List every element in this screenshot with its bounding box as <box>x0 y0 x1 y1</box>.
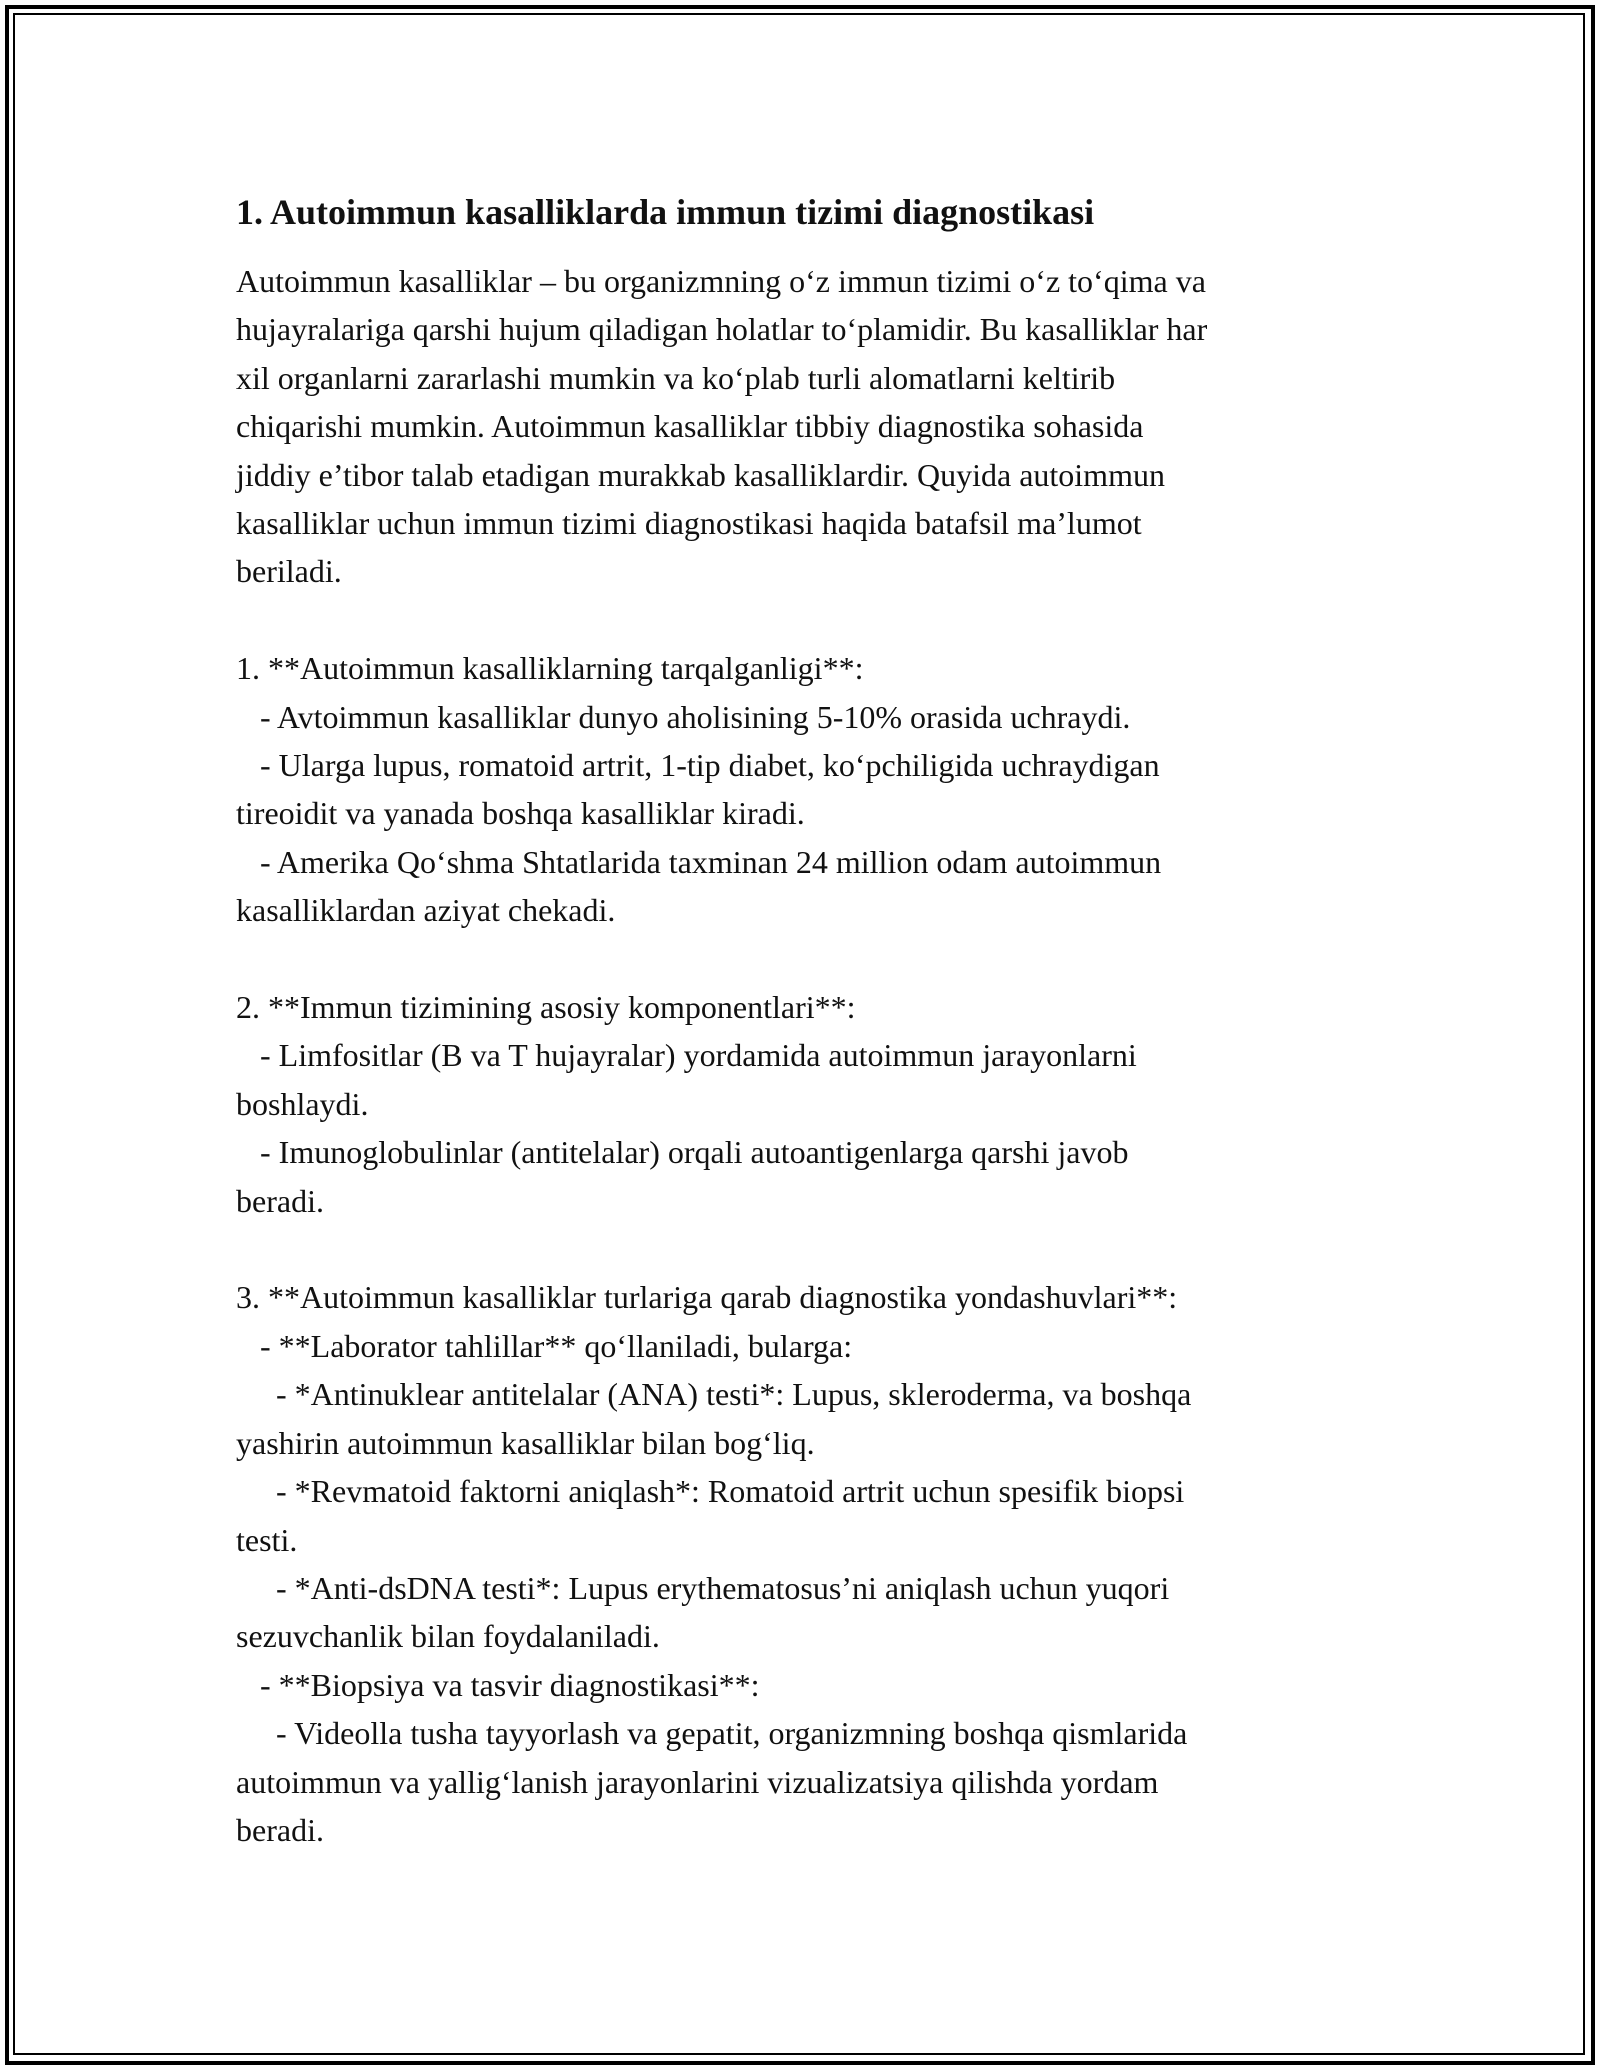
text-line: beradi. <box>236 1182 324 1219</box>
document-title: 1. Autoimmun kasalliklarda immun tizimi diagnostikasi <box>236 192 1095 232</box>
intro-line: kasalliklar uchun immun tizimi diagnostikasi haqida batafsil ma’lumot <box>236 505 1142 542</box>
intro-line: xil organlarni zararlashi mumkin va ko‘plab turli alomatlarni keltirib <box>236 359 1116 396</box>
paragraph-gap <box>236 1225 1366 1273</box>
document-text <box>236 257 1366 1854</box>
text-line: - **Biopsiya va tasvir diagnostikasi**: <box>236 1666 760 1703</box>
document-body <box>236 187 1366 1854</box>
paragraph-gap <box>236 935 1366 983</box>
intro-line: hujayralariga qarshi hujum qiladigan holatlar to‘plamidir. Bu kasalliklar har <box>236 311 1208 348</box>
text-line: - Imunoglobulinlar (antitelalar) orqali autoantigenlarga qarshi javob <box>236 1134 1129 1171</box>
text-line: - Avtoimmun kasalliklar dunyo aholisining 5-10% orasida uchraydi. <box>236 698 1131 735</box>
text-line: kasalliklardan aziyat chekadi. <box>236 892 616 929</box>
intro-line: jiddiy e’tibor talab etadigan murakkab kasalliklardir. Quyida autoimmun <box>236 456 1165 493</box>
text-line: boshlaydi. <box>236 1085 369 1122</box>
text-line: - Videolla tusha tayyorlash va gepatit, organizmning boshqa qismlarida <box>236 1715 1188 1752</box>
intro-line: beriladi. <box>236 553 342 590</box>
text-line: autoimmun va yallig‘lanish jarayonlarini vizualizatsiya qilishda yordam <box>236 1763 1159 1800</box>
paragraph-gap <box>236 596 1366 644</box>
intro-line: Autoimmun kasalliklar – bu organizmning o‘z immun tizimi o‘z to‘qima va <box>236 263 1206 299</box>
text-line: - *Revmatoid faktorni aniqlash*: Romatoid artrit uchun spesifik biopsi <box>236 1473 1185 1510</box>
text-line: 3. **Autoimmun kasalliklar turlariga qarab diagnostika yondashuvlari**: <box>236 1279 1178 1316</box>
text-line: testi. <box>236 1521 298 1558</box>
intro-paragraph <box>236 257 1366 596</box>
text-line: - Limfositlar (B va T hujayralar) yordamida autoimmun jarayonlarni <box>236 1037 1137 1074</box>
text-line: yashirin autoimmun kasalliklar bilan bog‘liq. <box>236 1424 815 1461</box>
text-line: - **Laborator tahlillar** qo‘llaniladi, bularga: <box>236 1327 853 1364</box>
intro-line: chiqarishi mumkin. Autoimmun kasalliklar tibbiy diagnostika sohasida <box>236 408 1144 445</box>
text-line: tireoidit va yanada boshqa kasalliklar kiradi. <box>236 795 805 832</box>
text-line: beradi. <box>236 1811 324 1848</box>
text-line: 2. **Immun tizimining asosiy komponentlari**: <box>236 989 856 1026</box>
text-line: - Ularga lupus, romatoid artrit, 1-tip diabet, ko‘pchiligida uchraydigan <box>236 747 1160 784</box>
section-prevalence <box>236 644 1366 934</box>
text-line: 1. **Autoimmun kasalliklarning tarqalganligi**: <box>236 650 864 687</box>
text-line: - *Antinuklear antitelalar (ANA) testi*: Lupus, skleroderma, va boshqa <box>236 1376 1192 1413</box>
text-line: - *Anti-dsDNA testi*: Lupus erythematosus’ni aniqlash uchun yuqori <box>236 1569 1170 1606</box>
section-diagnostic-approaches <box>236 1273 1366 1854</box>
section-immune-components <box>236 983 1366 1225</box>
text-line: - Amerika Qo‘shma Shtatlarida taxminan 24 million odam autoimmun <box>236 843 1162 880</box>
text-line: sezuvchanlik bilan foydalaniladi. <box>236 1618 660 1655</box>
